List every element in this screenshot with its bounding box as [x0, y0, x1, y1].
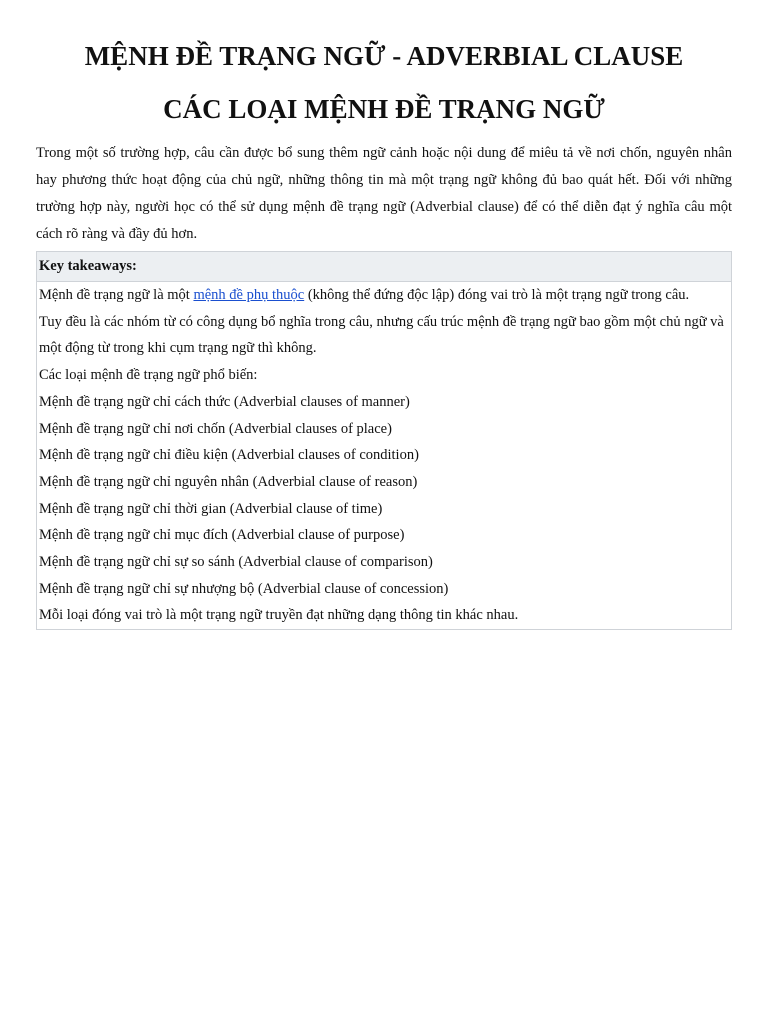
types-intro: Các loại mệnh đề trạng ngữ phổ biến:: [39, 367, 258, 384]
comparison-text: Tuy đều là các nhóm từ có công dụng bổ nghĩa trong câu, nhưng cấu trúc mệnh đề trạng ngữ bao gồm một chủ ngữ và một động từ trong khi cụm trạng ngữ thì không.: [39, 313, 724, 357]
dependent-clause-link[interactable]: mệnh đề phụ thuộc: [193, 287, 305, 303]
closing-text: Mỗi loại đóng vai trò là một trạng ngữ truyền đạt những dạng thông tin khác nhau.: [39, 607, 519, 624]
key-takeaways-box: [36, 251, 732, 630]
page-title: MỆNH ĐỀ TRẠNG NGỮ - ADVERBIAL CLAUSE: [84, 41, 684, 71]
definition-text-after: (không thể đứng độc lập) đóng vai trò là một trạng ngữ trong câu.: [304, 287, 690, 303]
list-item: Mệnh đề trạng ngữ chỉ sự so sánh (Adverbial clause of comparison): [39, 554, 433, 571]
list-item: Mệnh đề trạng ngữ chỉ cách thức (Adverbial clauses of manner): [39, 393, 410, 410]
key-takeaways-header: Key takeaways:: [37, 252, 731, 282]
list-item: Mệnh đề trạng ngữ chỉ điều kiện (Adverbial clauses of condition): [39, 447, 419, 464]
intro-paragraph: Trong một số trường hợp, câu cần được bổ sung thêm ngữ cảnh hoặc nội dung để miêu tả về nơi chốn, nguyên nhân hay phương thức hoạt động của chủ ngữ, những thông tin mà một trạng ngữ không đủ bao quát hết. Đối với những trường hợp này, người học có thể sử dụng mệnh đề trạng ngữ (Adverbial clause) để có thể diễn đạt ý nghĩa câu một cách rõ ràng và đầy đủ hơn.: [36, 145, 732, 242]
definition-text-before: Mệnh đề trạng ngữ là một: [39, 287, 194, 303]
list-item: Mệnh đề trạng ngữ chỉ thời gian (Adverbial clause of time): [39, 500, 383, 517]
list-item: Mệnh đề trạng ngữ chỉ sự nhượng bộ (Adverbial clause of concession): [39, 580, 449, 597]
definition-line: [39, 282, 731, 309]
list-item: Mệnh đề trạng ngữ chỉ nơi chốn (Adverbial clauses of place): [39, 420, 392, 437]
key-takeaways-body: [37, 282, 731, 629]
section-title: CÁC LOẠI MỆNH ĐỀ TRẠNG NGỮ: [163, 94, 605, 124]
list-item: Mệnh đề trạng ngữ chỉ mục đích (Adverbial clause of purpose): [39, 527, 405, 544]
list-item: Mệnh đề trạng ngữ chỉ nguyên nhân (Adverbial clause of reason): [39, 473, 418, 490]
